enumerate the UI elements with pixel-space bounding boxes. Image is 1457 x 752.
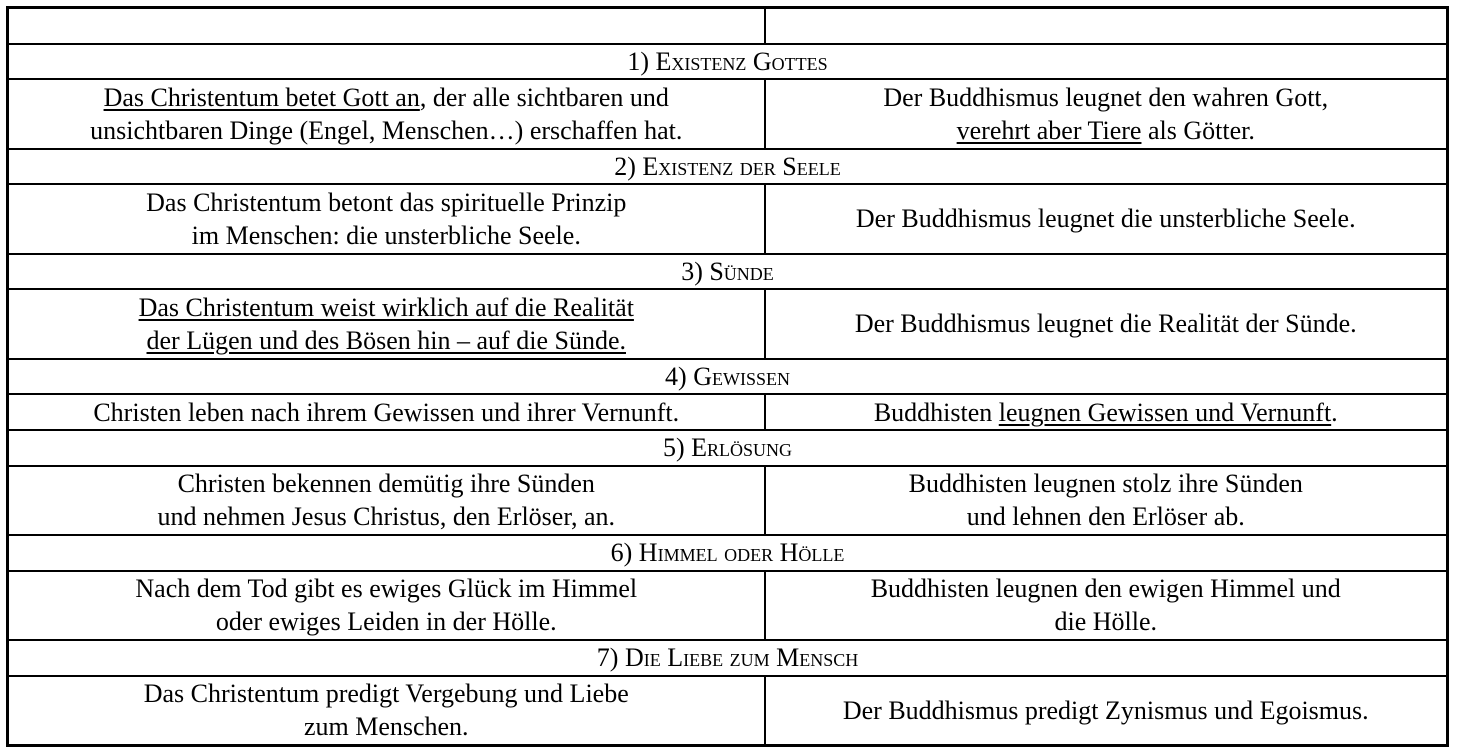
christianity-cell: [8, 676, 765, 746]
header-cell-left: [8, 8, 765, 44]
text-segment: Christen bekennen demütig ihre Sünden: [177, 469, 595, 499]
section-content-row: [8, 466, 1448, 535]
section-heading: 4) Gewissen: [8, 359, 1448, 395]
section-heading: 5) Erlösung: [8, 430, 1448, 466]
section-heading-row: [8, 359, 1448, 395]
text-line: [15, 467, 758, 500]
section-heading: 3) Sünde: [8, 254, 1448, 290]
text-line: [772, 396, 1441, 429]
text-line: [772, 694, 1441, 727]
table-body: [8, 8, 1448, 746]
text-segment: Der Buddhismus leugnet den wahren Gott,: [883, 83, 1329, 112]
buddhism-cell: [765, 184, 1448, 253]
christianity-cell: [8, 184, 765, 253]
section-heading-row: [8, 640, 1448, 676]
underlined-text: Das Christentum weist wirklich auf die Realität: [138, 292, 634, 322]
text-segment: und lehnen den Erlöser ab.: [966, 502, 1245, 532]
buddhism-cell: [765, 289, 1448, 358]
text-line: [15, 291, 758, 324]
text-line: [15, 572, 758, 605]
text-line: [15, 186, 758, 219]
text-line: [15, 219, 758, 252]
text-segment: Der Buddhismus leugnet die unsterbliche Seele.: [855, 204, 1356, 234]
text-line: [15, 500, 758, 533]
christianity-cell: [8, 79, 765, 148]
section-heading-row: [8, 535, 1448, 571]
text-line: [772, 307, 1441, 340]
section-content-row: [8, 79, 1448, 148]
underlined-text: verehrt aber Tiere: [956, 116, 1142, 145]
text-line: [15, 114, 758, 147]
header-cell-right: [765, 8, 1448, 44]
text-segment: Das Christentum betont das spirituelle Prinzip: [146, 187, 627, 217]
christianity-cell: [8, 466, 765, 535]
underlined-text: leugnen Gewissen und Vernunft: [998, 397, 1332, 427]
text-segment: unsichtbaren Dinge (Engel, Menschen…) erschaffen hat.: [90, 116, 683, 145]
text-line: [15, 81, 758, 114]
section-content-row: [8, 571, 1448, 640]
text-segment: Nach dem Tod gibt es ewiges Glück im Himmel: [135, 574, 638, 604]
christianity-cell: [8, 394, 765, 430]
text-line: [772, 605, 1441, 638]
text-segment: die Hölle.: [1054, 607, 1158, 637]
buddhism-cell: [765, 394, 1448, 430]
text-segment: als Götter.: [1141, 116, 1255, 145]
text-segment: zum Menschen.: [303, 712, 469, 742]
christianity-cell: [8, 571, 765, 640]
text-line: [772, 114, 1441, 147]
text-line: [15, 605, 758, 638]
text-segment: Buddhisten leugnen den ewigen Himmel und: [870, 574, 1341, 604]
text-segment: Der Buddhismus leugnet die Realität der Sünde.: [854, 309, 1357, 339]
text-line: [772, 500, 1441, 533]
text-segment: oder ewiges Leiden in der Hölle.: [215, 607, 557, 637]
text-line: [15, 710, 758, 743]
section-heading: 7) Die Liebe zum Mensch: [8, 640, 1448, 676]
text-segment: und nehmen Jesus Christus, den Erlöser, an.: [157, 502, 615, 532]
section-content-row: [8, 184, 1448, 253]
underlined-text: Das Christentum betet Gott an: [103, 83, 420, 112]
christianity-cell: [8, 289, 765, 358]
buddhism-cell: [765, 79, 1448, 148]
text-line: [772, 572, 1441, 605]
comparison-table: [6, 6, 1449, 747]
text-line: [772, 467, 1441, 500]
header-row-empty: [8, 8, 1448, 44]
text-line: [15, 677, 758, 710]
underlined-text: der Lügen und des Bösen hin – auf die Sünde.: [146, 325, 626, 355]
text-segment: Christen leben nach ihrem Gewissen und ihrer Vernunft.: [93, 397, 680, 427]
text-segment: im Menschen: die unsterbliche Seele.: [191, 220, 581, 250]
text-segment: , der alle sichtbaren und: [419, 83, 669, 112]
section-content-row: [8, 289, 1448, 358]
section-content-row: [8, 394, 1448, 430]
text-segment: Der Buddhismus predigt Zynismus und Egoismus.: [842, 695, 1369, 725]
section-heading-row: [8, 44, 1448, 80]
text-line: [772, 81, 1441, 114]
section-heading: 1) Existenz Gottes: [8, 44, 1448, 80]
buddhism-cell: [765, 571, 1448, 640]
text-segment: .: [1331, 397, 1338, 427]
section-content-row: [8, 676, 1448, 746]
text-segment: Buddhisten: [873, 397, 999, 427]
text-segment: Das Christentum predigt Vergebung und Liebe: [143, 679, 629, 709]
buddhism-cell: [765, 676, 1448, 746]
section-heading: 2) Existenz der Seele: [8, 149, 1448, 185]
text-segment: Buddhisten leugnen stolz ihre Sünden: [908, 469, 1303, 499]
section-heading-row: [8, 430, 1448, 466]
buddhism-cell: [765, 466, 1448, 535]
text-line: [15, 396, 758, 429]
section-heading: 6) Himmel oder Hölle: [8, 535, 1448, 571]
section-heading-row: [8, 254, 1448, 290]
text-line: [15, 324, 758, 357]
text-line: [772, 202, 1441, 235]
section-heading-row: [8, 149, 1448, 185]
